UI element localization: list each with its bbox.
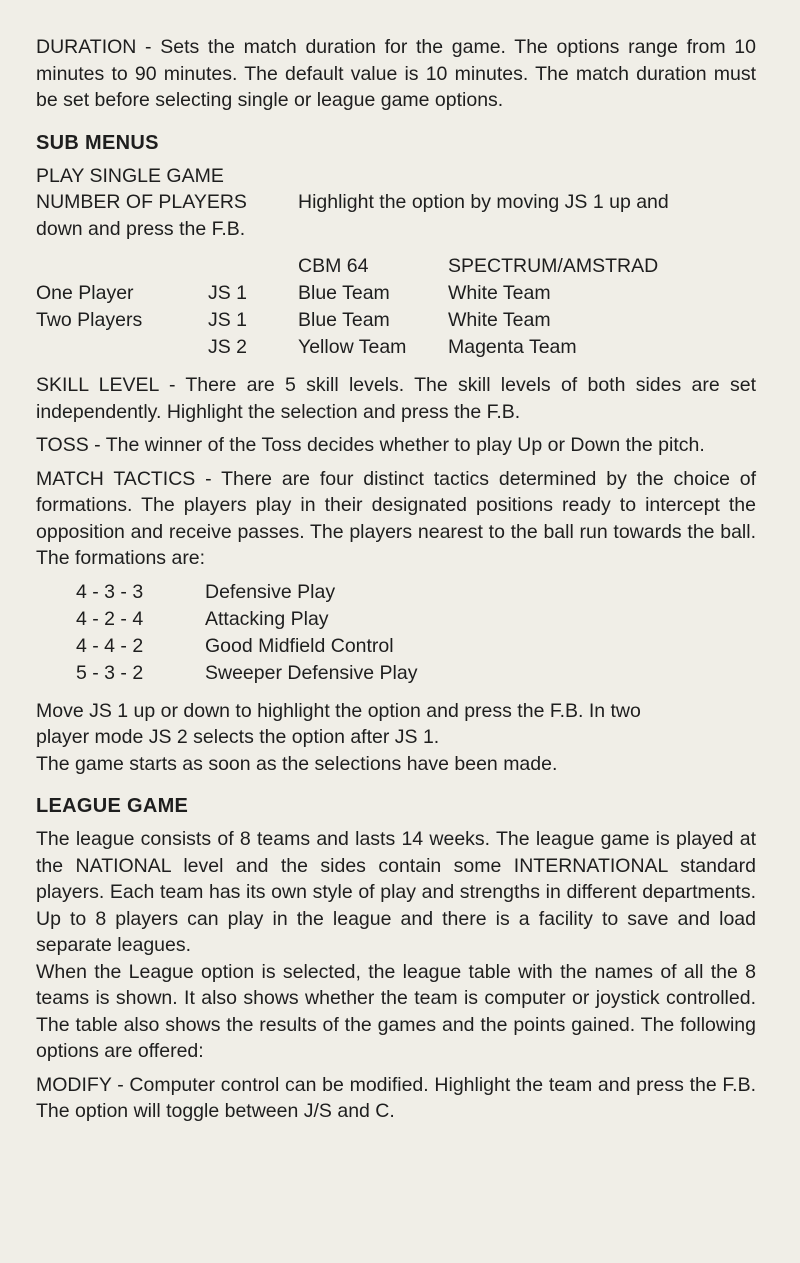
table-cell: White Team xyxy=(448,309,551,331)
formation-name: Attacking Play xyxy=(205,607,329,630)
platform-header-row xyxy=(36,253,658,280)
table-row xyxy=(36,307,658,334)
formations-table xyxy=(76,579,417,687)
table-row xyxy=(36,334,658,361)
toss-paragraph: TOSS - The winner of the Toss decides whether to play Up or Down the pitch. xyxy=(36,434,705,456)
table-cell: Yellow Team xyxy=(298,336,407,358)
duration-paragraph: DURATION - Sets the match duration for the game. The options range from 10 minutes to 90 minutes. The default value is 10 minutes. The match duration must be set before selecting single or league game options. xyxy=(36,36,756,111)
table-cell: Blue Team xyxy=(298,282,390,304)
formation-code: 4 - 2 - 4 xyxy=(76,607,144,630)
table-header-cell: CBM 64 xyxy=(298,255,369,277)
number-of-players-text: Highlight the option by moving JS 1 up and xyxy=(298,191,669,213)
table-cell: JS 1 xyxy=(208,309,248,331)
table-row xyxy=(76,633,417,660)
match-tactics-paragraph: MATCH TACTICS - There are four distinct tactics determined by the choice of formations. The players play in their designated positions ready to intercept the opposition and receive passes. The players nearest to the ball run towards the ball. The formations are: xyxy=(36,467,756,569)
move-js-line: Move JS 1 up or down to highlight the option and press the F.B. In two xyxy=(36,699,641,722)
table-cell: White Team xyxy=(448,282,551,304)
formation-name: Defensive Play xyxy=(205,580,336,603)
table-cell: Blue Team xyxy=(298,309,390,331)
sub-menus-heading: SUB MENUS xyxy=(36,131,159,154)
table-cell: JS 1 xyxy=(208,282,248,304)
game-start-line: The game starts as soon as the selections have been made. xyxy=(36,752,558,775)
league-paragraph: The league consists of 8 teams and lasts 14 weeks. The league game is played at the NATIONAL level and the sides contain some INTERNATIONAL standard players. Each team has its own style of play and strengths in different departments. Up to 8 players can play in the league and there is a facility to save and load separate leagues. xyxy=(36,828,756,956)
league-table-paragraph: When the League option is selected, the league table with the names of all the 8 teams is shown. It also shows whether the team is computer or joystick controlled. The table also shows the results of the games and the points gained. The following options are offered: xyxy=(36,960,756,1062)
table-cell: Two Players xyxy=(36,309,143,331)
table-cell: One Player xyxy=(36,282,134,304)
platform-team-table xyxy=(36,253,658,361)
table-row xyxy=(76,606,417,633)
formation-name: Good Midfield Control xyxy=(205,634,394,657)
table-cell: Magenta Team xyxy=(448,336,577,358)
number-of-players-text-cont: down and press the F.B. xyxy=(36,217,246,240)
table-row xyxy=(76,579,417,606)
table-header-cell: SPECTRUM/AMSTRAD xyxy=(448,255,659,277)
table-cell: JS 2 xyxy=(208,336,248,358)
formation-code: 4 - 4 - 2 xyxy=(76,634,144,657)
table-row xyxy=(36,280,658,307)
move-js-line: player mode JS 2 selects the option after JS 1. xyxy=(36,726,440,748)
table-header-cell xyxy=(36,253,208,280)
play-single-game-label: PLAY SINGLE GAME xyxy=(36,164,224,187)
skill-level-paragraph: SKILL LEVEL - There are 5 skill levels. The skill levels of both sides are set independently. Highlight the selection and press the F.B. xyxy=(36,374,756,423)
formation-name: Sweeper Defensive Play xyxy=(205,661,418,684)
table-cell xyxy=(36,334,208,361)
table-row xyxy=(76,660,417,687)
modify-paragraph: MODIFY - Computer control can be modified. Highlight the team and press the F.B. The option will toggle between J/S and C. xyxy=(36,1073,756,1122)
formation-code: 5 - 3 - 2 xyxy=(76,661,144,684)
formation-code: 4 - 3 - 3 xyxy=(76,580,144,603)
table-header-cell xyxy=(208,253,298,280)
number-of-players-label: NUMBER OF PLAYERS xyxy=(36,191,247,213)
league-game-heading: LEAGUE GAME xyxy=(36,795,189,817)
number-of-players-row xyxy=(36,189,756,216)
